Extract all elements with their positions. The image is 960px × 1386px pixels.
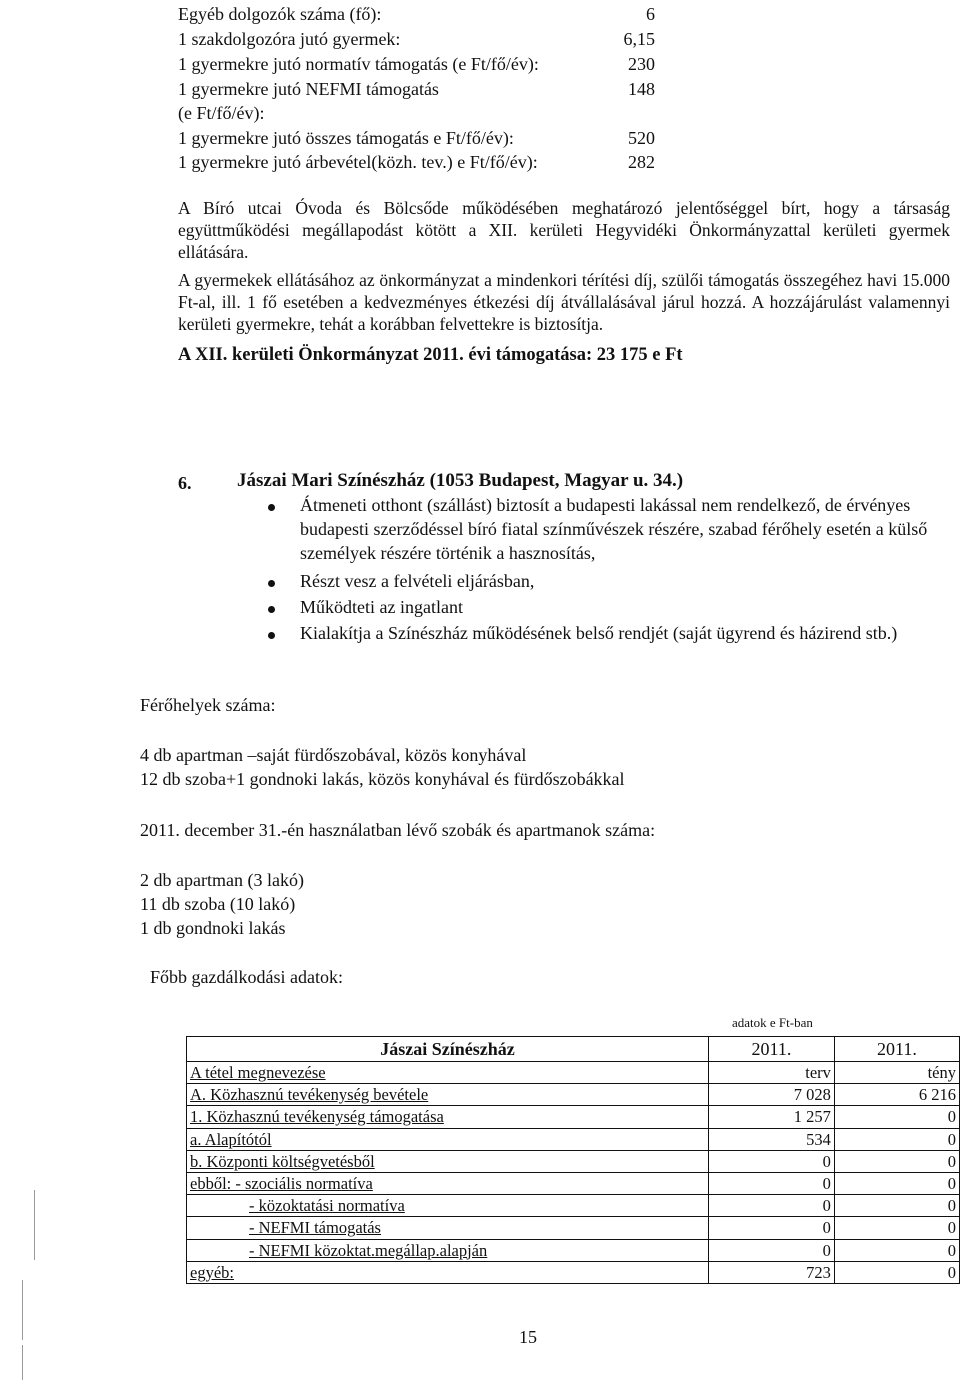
table-header-cell: Jászai Színészház [187,1037,709,1062]
table-row [187,1062,960,1084]
table-cell: 0 [708,1150,834,1172]
table-cell: a. Alapítótól [190,1129,272,1149]
table-row [187,1239,960,1261]
stat-label: (e Ft/fő/év): [178,103,265,123]
paragraph-cooperation: A Bíró utcai Óvoda és Bölcsőde működésében meghatározó jelentőséggel bírt, hogy a társaság együttműködési megállapodást kötött a XII. kerületi Hegyvidéki Önkormányzattal kerületi gyermek ellátására. [178,198,950,262]
support-total: A XII. kerületi Önkormányzat 2011. évi támogatása: 23 175 e Ft [178,345,683,365]
table-row [187,1128,960,1150]
bullet-item: Átmeneti otthont (szállást) biztosít a budapesti lakással nem rendelkező, de érvényes budapesti szerződéssel bíró fiatal színművészek részére, szabad férőhely esetén a külső személyek részére történik a hasznosítás, [300,495,928,563]
stat-value: 6,15 [623,29,655,49]
finance-table [186,1036,960,1284]
table-cell: 1 257 [708,1106,834,1128]
table-cell: 0 [834,1106,959,1128]
stat-value: 148 [628,79,655,99]
stat-value: 6 [646,4,655,24]
stat-label: 1 gyermekre jutó normatív támogatás (e Ft/fő/év): [178,54,539,74]
stat-value: 520 [628,128,655,148]
table-row [187,1172,960,1194]
bullet-icon [268,606,275,613]
bullet-item: Kialakítja a Színészház működésének belső rendjét (saját ügyrend és házirend stb.) [300,623,898,643]
stat-label: Egyéb dolgozók száma (fő): [178,4,382,24]
table-cell: A tétel megnevezése [190,1063,326,1083]
unit-note: adatok e Ft-ban [732,1015,813,1030]
usage-line: 2 db apartman (3 lakó) [140,870,304,890]
page-number: 15 [519,1327,537,1347]
table-row [187,1261,960,1283]
table-cell: 0 [834,1150,959,1172]
table-cell: 0 [708,1217,834,1239]
stat-label: 1 gyermekre jutó összes támogatás e Ft/fő/év): [178,128,514,148]
stat-value: 282 [628,152,655,172]
scan-margin-mark [34,1190,35,1260]
usage-line: 11 db szoba (10 lakó) [140,894,296,914]
table-cell: 0 [708,1195,834,1217]
table-cell: 6 216 [834,1084,959,1106]
table-cell: 0 [834,1128,959,1150]
table-cell: terv [708,1062,834,1084]
table-cell: A. Közhasznú tevékenység bevétele [190,1085,429,1105]
stat-label: 1 gyermekre jutó árbevétel(közh. tev.) e Ft/fő/év): [178,152,538,172]
stat-label: 1 szakdolgozóra jutó gyermek: [178,29,401,49]
capacity-line: 4 db apartman –saját fürdőszobával, közös konyhával [140,745,527,765]
table-cell: tény [834,1062,959,1084]
table-cell: 0 [834,1172,959,1194]
usage-heading: 2011. december 31.-én használatban lévő szobák és apartmanok száma: [140,820,656,840]
table-header-cell: 2011. [708,1037,834,1062]
table-cell: 723 [708,1261,834,1283]
bullet-icon [268,580,275,587]
table-header-cell: 2011. [834,1037,959,1062]
table-row [187,1106,960,1128]
table-row [187,1195,960,1217]
table-cell: 0 [708,1239,834,1261]
table-cell: 7 028 [708,1084,834,1106]
finance-heading: Főbb gazdálkodási adatok: [150,967,343,987]
table-cell: 1. Közhasznú tevékenység támogatása [190,1107,444,1127]
table-header-row [187,1037,960,1062]
table-cell: - közoktatási normatíva [249,1196,405,1216]
bullet-icon [268,632,275,639]
table-cell: - NEFMI közoktat.megállap.alapján [249,1240,488,1260]
bullet-item: Részt vesz a felvételi eljárásban, [300,571,535,591]
scan-margin-mark [22,1280,23,1340]
section-number: 6. [178,473,192,493]
scan-margin-mark [22,1345,23,1380]
stat-value: 230 [628,54,655,74]
bullet-icon [268,504,275,511]
capacity-label: Férőhelyek száma: [140,695,276,715]
bullet-item: Működteti az ingatlant [300,597,463,617]
table-row [187,1084,960,1106]
table-cell: egyéb: [190,1262,234,1282]
table-cell: 534 [708,1128,834,1150]
table-row [187,1217,960,1239]
table-cell: 0 [834,1217,959,1239]
capacity-line: 12 db szoba+1 gondnoki lakás, közös konyhával és fürdőszobákkal [140,769,625,789]
usage-line: 1 db gondnoki lakás [140,918,286,938]
table-cell: b. Központi költségvetésből [190,1151,375,1171]
table-cell: 0 [834,1239,959,1261]
section-title: Jászai Mari Színészház (1053 Budapest, Magyar u. 34.) [237,470,684,491]
table-cell: 0 [708,1172,834,1194]
paragraph-contribution: A gyermekek ellátásához az önkormányzat a mindenkori térítési díj, szülői támogatás összegéhez havi 15.000 Ft-al, ill. 1 fő esetében a kedvezményes étkezési díj átvállalásával járul hozzá. A hozzájárulást valamennyi kerületi gyermekre, tehát a korábban felvettekre is biztosítja. [178,270,950,334]
stat-label: 1 gyermekre jutó NEFMI támogatás [178,79,439,99]
table-cell: 0 [834,1195,959,1217]
table-cell: 0 [834,1261,959,1283]
table-cell: - NEFMI támogatás [249,1218,381,1238]
table-cell: ebből: - szociális normatíva [190,1174,373,1194]
table-row [187,1150,960,1172]
